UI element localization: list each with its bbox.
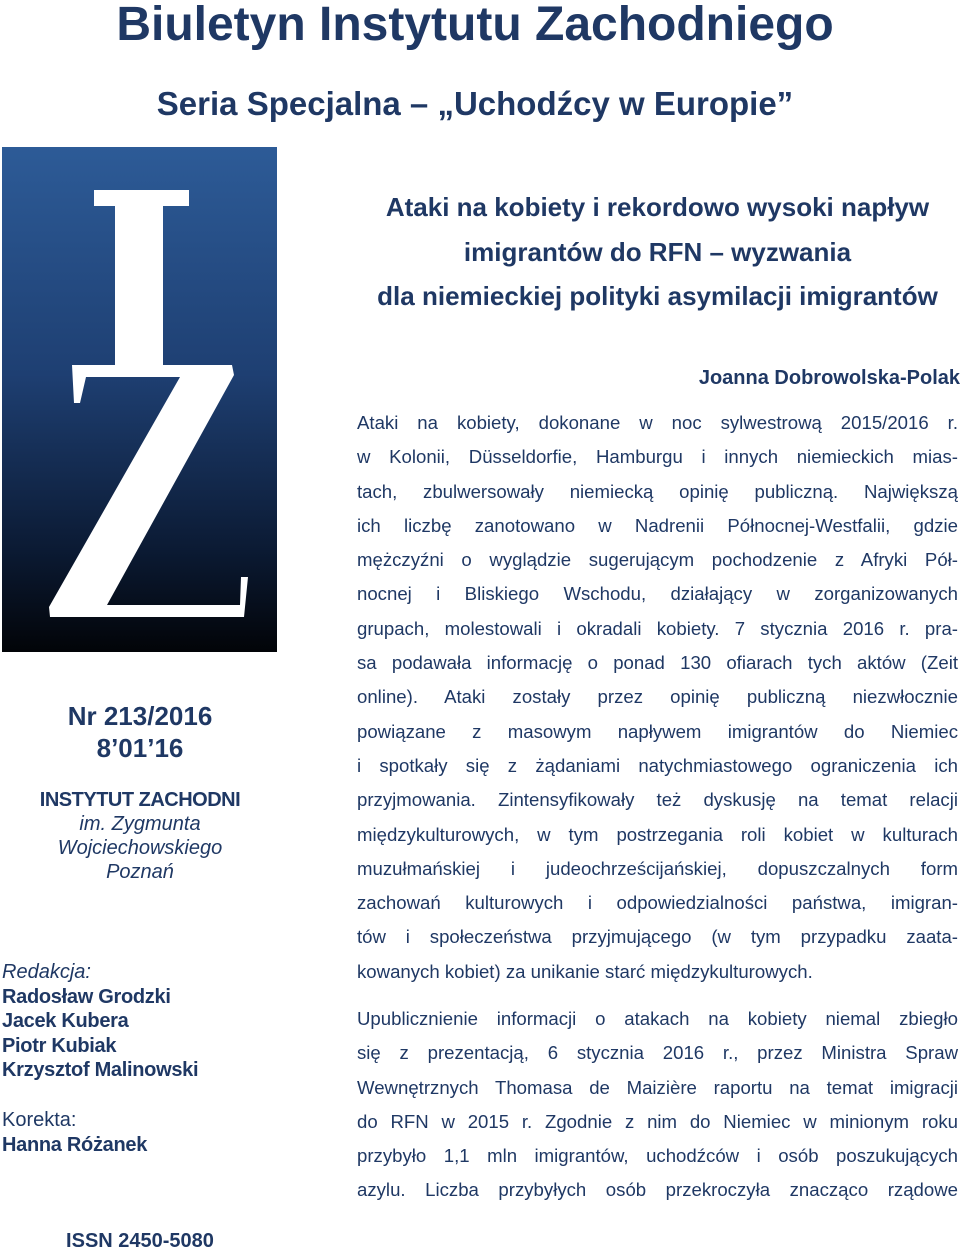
- text-line: Ataki na kobiety, dokonane w noc sylwestrową 2015/2016 r.: [357, 412, 958, 433]
- article-author: Joanna Dobrowolska-Polak: [698, 367, 960, 389]
- proofreading-block: [2, 1108, 282, 1157]
- text-line: grupach, molestowali i okradali kobiety. 7 stycznia 2016 r. pra-: [357, 617, 958, 639]
- text-line: ich liczbę zanotowano w Nadrenii Północnej-Westfalii, gdzie: [357, 514, 958, 536]
- article-paragraph-1: [357, 406, 958, 989]
- editor-name: Krzysztof Malinowski: [2, 1059, 199, 1081]
- text-line: w Kolonii, Düsseldorfie, Hamburgu i innych niemieckich mias-: [357, 446, 958, 468]
- text-line: się z prezentacją, 6 stycznia 2016 r., przez Ministra Spraw: [357, 1042, 958, 1064]
- proofreader-name: Hanna Różanek: [2, 1133, 148, 1156]
- editors-label: Redakcja:: [2, 961, 91, 983]
- editors-block: [2, 960, 282, 1083]
- text-line: zachowań kulturowych i odpowiedzialności państwa, imigran-: [357, 892, 958, 914]
- editor-name: Jacek Kubera: [2, 1010, 129, 1032]
- issue-number: Nr 213/2016: [67, 701, 213, 731]
- text-line: powiązane z masowym napływem imigrantów do Niemiec: [357, 720, 958, 742]
- issn-number: ISSN 2450-5080: [66, 1230, 214, 1252]
- text-line: tów i społeczeństwa przyjmującego (w tym przypadku zaata-: [357, 926, 958, 948]
- text-line: muzułmańskiej i judeochrześcijańskiej, dopuszczalnych form: [357, 857, 958, 879]
- text-line: przyjmowania. Zintensyfikowały też dyskusję na temat relacji: [357, 789, 958, 811]
- issue-info: [0, 700, 280, 764]
- iz-monogram-logo: [2, 147, 277, 652]
- text-line: azylu. Liczba przybyłych osób przekroczyła znacząco rządowe: [357, 1179, 958, 1201]
- text-line: nocnej i Bliskiego Wschodu, działający w zorganizowanych: [357, 583, 958, 605]
- proofreading-label: Korekta:: [2, 1109, 77, 1131]
- institute-name: INSTYTUT ZACHODNI: [39, 789, 241, 811]
- article-title-line: dla niemieckiej polityki asymilacji imigrantów: [377, 281, 938, 311]
- text-line: mężczyźni o wyglądzie sugerującym pochodzenie z Afryki Pół-: [357, 549, 958, 571]
- series-subtitle: Seria Specjalna – „Uchodźcy w Europie”: [156, 85, 794, 122]
- text-line: do RFN w 2015 r. Zgodnie z nim do Niemiec w minionym roku: [357, 1110, 958, 1132]
- iz-monogram-icon: [2, 147, 277, 652]
- text-line: przybyło 1,1 mln imigrantów, uchodźców i osób poszukujących: [357, 1145, 958, 1167]
- article-title-line: Ataki na kobiety i rekordowo wysoki napływ: [385, 192, 930, 222]
- bulletin-title: Biuletyn Instytutu Zachodniego: [116, 0, 834, 51]
- article-title-line: imigrantów do RFN – wyzwania: [463, 236, 852, 267]
- editor-name: Radosław Grodzki: [2, 985, 171, 1008]
- text-line: sa podawała informację o ponad 130 ofiarach tych aktów (Zeit: [357, 652, 958, 674]
- text-line: Wewnętrznych Thomasa de Maizière raportu na temat imigracji: [357, 1076, 958, 1098]
- text-line: kowanych kobiet) za unikanie starć międzykulturowych.: [357, 960, 813, 982]
- text-line: i spotkały się z żądaniami natychmiastowego ograniczenia ich: [357, 754, 958, 776]
- article-paragraph-2: [357, 1002, 958, 1208]
- issue-date: 8’01’16: [96, 733, 184, 763]
- text-line: Upublicznienie informacji o atakach na kobiety niemal zbiegło: [357, 1008, 958, 1029]
- institute-patron-line-1: im. Zygmunta: [79, 813, 201, 835]
- text-line: tach, zbulwersowały niemiecką opinię publiczną. Największą: [357, 480, 958, 502]
- institute-patron-line-2: Wojciechowskiego: [57, 837, 223, 859]
- institute-block: [0, 788, 280, 884]
- editor-name: Piotr Kubiak: [2, 1034, 117, 1057]
- article-title: [355, 185, 960, 319]
- text-line: online). Ataki zostały przez opinię publiczną niezwłocznie: [357, 686, 958, 708]
- institute-city: Poznań: [106, 861, 174, 883]
- text-line: międzykulturowych, w tym postrzegania roli kobiet w kulturach: [357, 823, 958, 845]
